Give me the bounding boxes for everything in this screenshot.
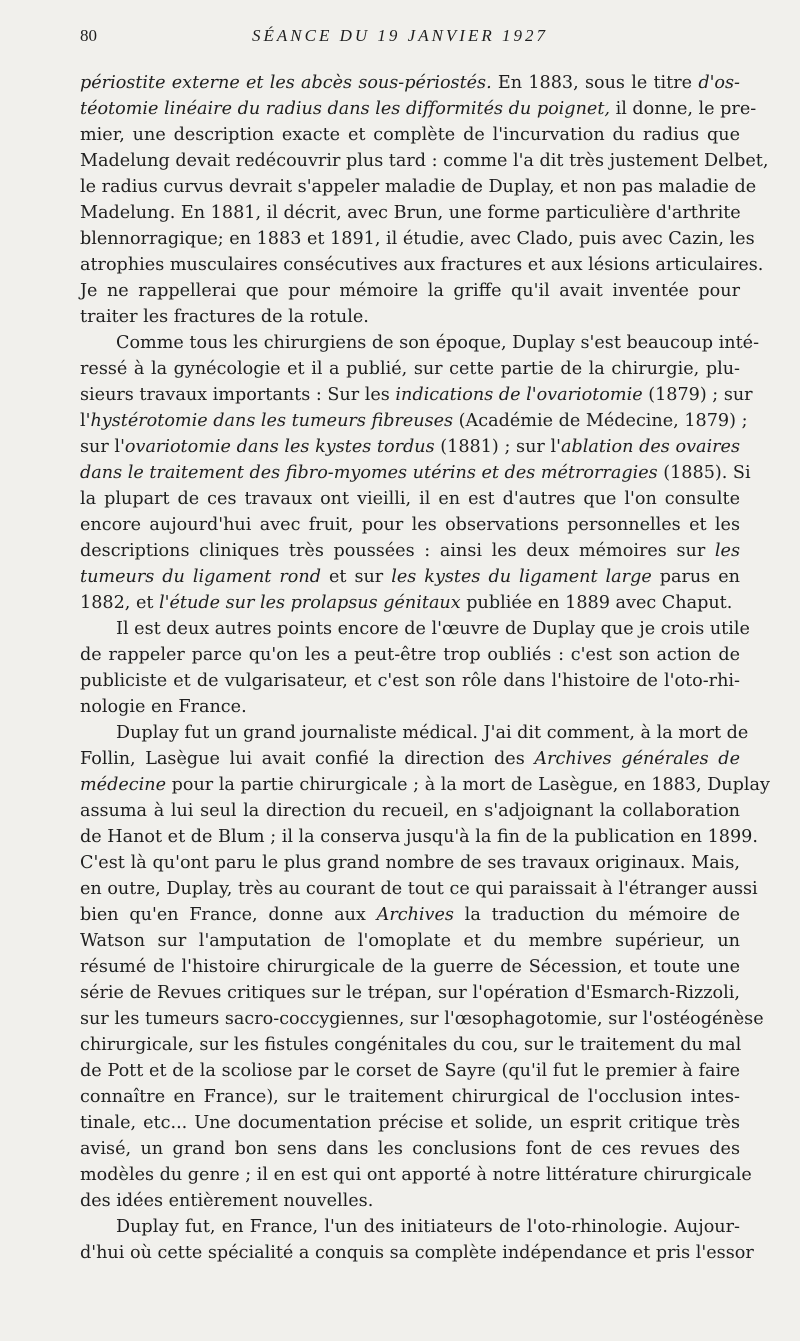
text-run: publiciste et de vulgarisateur, et c'est son rôle dans l'histoire de l'oto-rhi- (80, 671, 740, 691)
text-run: (1881) ; sur l' (434, 437, 561, 457)
text-run: nologie en France. (80, 697, 247, 717)
text-line (80, 1032, 740, 1058)
text-run: tinale, etc... Une documentation précise et solide, un esprit critique très (80, 1113, 740, 1133)
text-run: mier, une description exacte et complète de l'incurvation du radius que (80, 125, 740, 145)
italic-text: dans le traitement des fibro-myomes utérins et des métrorragies (80, 463, 658, 483)
italic-text: tumeurs du ligament rond (80, 567, 321, 587)
text-line (80, 460, 751, 486)
text-run: Je ne rappellerai que pour mémoire la griffe qu'il avait inventée pour (80, 281, 740, 301)
text-line (80, 278, 740, 304)
text-run: le radius curvus devrait s'appeler maladie de Duplay, et non pas maladie de (80, 177, 757, 197)
italic-text: hystérotomie dans les tumeurs fibreuses (90, 411, 454, 431)
text-line (80, 434, 740, 460)
text-line (80, 1136, 740, 1162)
italic-text: ablation des ovaires (560, 437, 740, 457)
paragraph (80, 330, 760, 616)
text-run: des idées entièrement nouvelles. (80, 1191, 374, 1211)
text-run: Il est deux autres points encore de l'œuvre de Duplay que je crois utile (116, 619, 750, 639)
page-header (80, 26, 720, 50)
text-run: (1879) ; sur (642, 385, 753, 405)
text-line (80, 694, 740, 720)
body-text (80, 70, 770, 1266)
text-line (80, 980, 740, 1006)
text-line (80, 538, 740, 564)
text-line (80, 200, 740, 226)
text-run: sur les tumeurs sacro-coccygiennes, sur l'œsophagotomie, sur l'ostéogénèse (80, 1009, 764, 1029)
italic-text: Archives générales de (534, 749, 740, 769)
text-line (80, 148, 769, 174)
text-run: il donne, le pre- (609, 99, 757, 119)
text-line (80, 1084, 740, 1110)
text-run: assuma à lui seul la direction du recueil, en s'adjoignant la collaboration (80, 801, 740, 821)
running-head: SÉANCE DU 19 JANVIER 1927 (252, 26, 548, 45)
text-line (80, 954, 740, 980)
text-line (80, 720, 749, 746)
text-line (80, 564, 740, 590)
text-line (80, 70, 740, 96)
text-run: en outre, Duplay, très au courant de tout ce qui paraissait à l'étranger aussi (80, 879, 758, 899)
text-line (80, 590, 740, 616)
text-line (80, 876, 758, 902)
text-run: (1885). Si (657, 463, 751, 483)
text-run: résumé de l'histoire chirurgicale de la guerre de Sécession, et toute une (80, 957, 740, 977)
text-line (80, 772, 770, 798)
paragraph (80, 1214, 754, 1266)
paragraph (80, 720, 770, 1214)
text-run: avisé, un grand bon sens dans les conclusions font de ces revues des (80, 1139, 740, 1159)
text-run: ressé à la gynécologie et il a publié, sur cette partie de la chirurgie, plu- (80, 359, 740, 379)
text-run: l' (80, 411, 91, 431)
text-run: parus en (651, 567, 741, 587)
text-run: Comme tous les chirurgiens de son époque, Duplay s'est beaucoup inté- (116, 333, 760, 353)
text-line (80, 928, 740, 954)
text-run: connaître en France), sur le traitement chirurgical de l'occlusion intes- (80, 1087, 740, 1107)
text-line (80, 1240, 754, 1266)
text-run: blennorragique; en 1883 et 1891, il étudie, avec Clado, puis avec Cazin, les (80, 229, 755, 249)
text-line (80, 1214, 740, 1240)
text-run: et sur (320, 567, 392, 587)
italic-text: indications de l'ovariotomie (395, 385, 643, 405)
text-run: la traduction du mémoire de (453, 905, 740, 925)
text-run: Madelung devait redécouvrir plus tard : comme l'a dit très justement Delbet, (80, 151, 769, 171)
italic-text: ovariotomie dans les kystes tordus (124, 437, 435, 457)
text-line (80, 1006, 764, 1032)
text-line (80, 174, 757, 200)
text-run: de Hanot et de Blum ; il la conserva jusqu'à la fin de la publication en 1899. (80, 827, 758, 847)
text-run: C'est là qu'ont paru le plus grand nombre de ses travaux originaux. Mais, (80, 853, 740, 873)
italic-text: les (714, 541, 740, 561)
text-run: Madelung. En 1881, il décrit, avec Brun, une forme particulière d'arthrite (80, 203, 741, 223)
text-line (80, 1110, 740, 1136)
text-line (80, 902, 740, 928)
text-line (80, 382, 753, 408)
paragraph (80, 70, 769, 330)
text-run: de Pott et de la scoliose par le corset de Sayre (qu'il fut le premier à faire (80, 1061, 740, 1081)
text-line (80, 616, 750, 642)
text-line (80, 252, 764, 278)
text-run: Follin, Lasègue lui avait confié la direction des (80, 749, 535, 769)
text-run: sur l' (80, 437, 125, 457)
text-line (80, 824, 758, 850)
italic-text: l'étude sur les prolapsus génitaux (159, 593, 461, 613)
text-run: la plupart de ces travaux ont vieilli, il en est d'autres que l'on consulte (80, 489, 740, 509)
text-run: bien qu'en France, donne aux (80, 905, 377, 925)
text-run: 1882, et (80, 593, 160, 613)
text-run: d'hui où cette spécialité a conquis sa complète indépendance et pris l'essor (80, 1243, 754, 1263)
text-line (80, 96, 757, 122)
text-line (80, 746, 740, 772)
text-run: série de Revues critiques sur le trépan, sur l'opération d'Esmarch-Rizzoli, (80, 983, 740, 1003)
text-run: chirurgicale, sur les fistules congénitales du cou, sur le traitement du mal (80, 1035, 742, 1055)
italic-text: téotomie linéaire du radius dans les difformités du poignet, (80, 99, 610, 119)
text-run: pour la partie chirurgicale ; à la mort de Lasègue, en 1883, Duplay (166, 775, 770, 795)
text-run: de rappeler parce qu'on les a peut-être trop oubliés : c'est son action de (80, 645, 740, 665)
paragraph (80, 616, 750, 720)
text-line (80, 226, 755, 252)
text-run: traiter les fractures de la rotule. (80, 307, 369, 327)
text-run: atrophies musculaires consécutives aux fractures et aux lésions articulaires. (80, 255, 764, 275)
text-line (80, 512, 740, 538)
text-run: Duplay fut, en France, l'un des initiateurs de l'oto-rhinologie. Aujour- (116, 1217, 740, 1237)
text-run: encore aujourd'hui avec fruit, pour les observations personnelles et les (80, 515, 740, 535)
text-run: En 1883, sous le titre (491, 73, 699, 93)
text-run: Watson sur l'amputation de l'omoplate et du membre supérieur, un (80, 931, 740, 951)
text-line (80, 304, 740, 330)
text-line (80, 356, 740, 382)
text-line (80, 1188, 740, 1214)
text-run: Duplay fut un grand journaliste médical. J'ai dit comment, à la mort de (116, 723, 749, 743)
text-line (80, 850, 740, 876)
text-run: sieurs travaux importants : Sur les (80, 385, 396, 405)
italic-text: Archives (376, 905, 454, 925)
text-line (80, 668, 740, 694)
text-run: publiée en 1889 avec Chaput. (460, 593, 733, 613)
italic-text: médecine (80, 775, 166, 795)
italic-text: d'os- (698, 73, 740, 93)
text-line (80, 1162, 752, 1188)
text-run: (Académie de Médecine, 1879) ; (453, 411, 748, 431)
text-line (80, 122, 740, 148)
text-line (80, 642, 740, 668)
italic-text: les kystes du ligament large (391, 567, 652, 587)
text-run: descriptions cliniques très poussées : ainsi les deux mémoires sur (80, 541, 715, 561)
italic-text: périostite externe et les abcès sous-périostés. (80, 73, 492, 93)
text-line (80, 1058, 740, 1084)
text-line (80, 798, 740, 824)
text-run: modèles du genre ; il en est qui ont apporté à notre littérature chirurgicale (80, 1165, 752, 1185)
text-line (80, 408, 748, 434)
page-number: 80 (80, 26, 97, 45)
text-line (80, 486, 740, 512)
text-line (80, 330, 760, 356)
